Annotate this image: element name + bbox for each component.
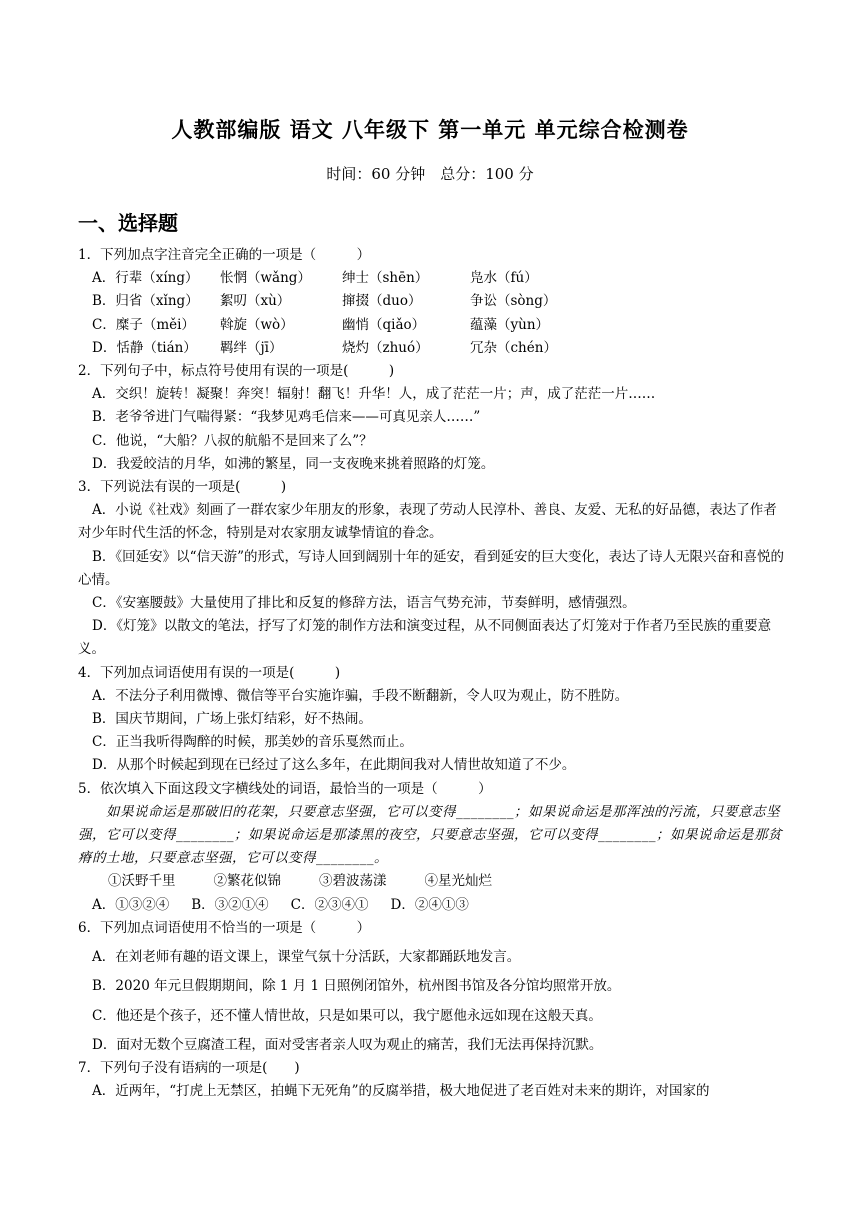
question-stem: 2．下列句子中，标点符号使用有误的一项是( ) <box>78 363 395 380</box>
option-item: C．糜子（měi） <box>92 316 195 333</box>
option-item: D．《灯笼》以散文的笔法，抒写了灯笼的制作方法和演变过程，从不同侧面表达了灯笼对于作者乃至民族的重要意义。 <box>78 618 772 658</box>
option-item: B．《回延安》以“信天游”的形式，写诗人回到阔别十年的延安，看到延安的巨大变化，表达了诗人无限兴奋和喜悦的心情。 <box>78 548 784 588</box>
option-item: C．他说，“大船？八叔的航船不是回来了么”？ <box>92 432 373 449</box>
passage-text: 如果说命运是那破旧的花架，只要意志坚强，它可以变得________；如果说命运是那浑浊的污流，只要意志坚强，它可以变得________；如果说命运是那漆黑的夜空，只要意志坚强，它可以变得________；如果说命运是那贫瘠的土地，只要意志坚强，它可以变得________。 <box>78 803 782 867</box>
answer-options <box>92 894 788 917</box>
term-item: ③碧波荡漾 <box>319 873 387 890</box>
option-item: D．面对无数个豆腐渣工程，面对受害者亲人叹为观止的痛苦，我们无法再保持沉默。 <box>92 1036 603 1053</box>
option-item: B．③②①④ <box>191 896 269 913</box>
pinyin-option-row <box>92 267 788 290</box>
term-item: ④星光灿烂 <box>424 873 492 890</box>
question-stem: 3．下列说法有误的一项是( ) <box>78 479 287 496</box>
option-item: A．行辈（xíng） <box>92 270 199 287</box>
question-stem: 5．依次填入下面这段文字横线处的词语，最恰当的一项是（ ） <box>78 780 492 797</box>
option-item: C．《安塞腰鼓》大量使用了排比和反复的修辞方法，语言气势充沛，节奏鲜明，感情强烈。 <box>92 595 636 612</box>
option-item: 凫水（fú） <box>470 270 538 287</box>
option-item: 冗杂（chén） <box>470 339 557 356</box>
option-item: C．②③④① <box>290 896 369 913</box>
option-item: B．归省（xǐng） <box>92 293 199 310</box>
option-item: A．近两年，“打虎上无禁区，拍蝇下无死角”的反腐举措，极大地促进了老百姓对未来的期许，对国家的 <box>92 1083 710 1100</box>
option-item: A．小说《社戏》刻画了一群农家少年朋友的形象，表现了劳动人民淳朴、善良、友爱、无私的好品德，表达了作者对少年时代生活的怀念，特别是对农家朋友诚挚情谊的眷念。 <box>78 502 777 542</box>
question-stem: 7．下列句子没有语病的一项是( ) <box>78 1059 300 1076</box>
option-item: B．国庆节期间，广场上张灯结彩，好不热闹。 <box>92 711 372 728</box>
option-item: A．①③②④ <box>92 896 170 913</box>
option-item: C．正当我听得陶醉的时候，那美妙的音乐戛然而止。 <box>92 734 413 751</box>
term-item: ②繁花似锦 <box>213 873 281 890</box>
option-item: 怅惘（wǎng） <box>220 270 311 287</box>
term-item: ①沃野千里 <box>108 873 176 890</box>
option-item: C．他还是个孩子，还不懂人情世故，只是如果可以，我宁愿他永远如现在这般天真。 <box>92 1007 602 1024</box>
option-item: 争讼（sòng） <box>470 293 557 310</box>
option-item: B．2020 年元旦假期期间，除 1 月 1 日照例闭馆外，杭州图书馆及各分馆均照常开放。 <box>92 978 621 995</box>
option-item: D．②④①③ <box>390 896 469 913</box>
term-list <box>108 870 788 893</box>
option-item: 烧灼（zhuó） <box>342 339 429 356</box>
option-item: A．交织！旋转！凝聚！奔突！辐射！翻飞！升华！人，成了茫茫一片；声，成了茫茫一片…… <box>92 386 656 403</box>
option-item: D．恬静（tián） <box>92 339 197 356</box>
page-title: 人教部编版 语文 八年级下 第一单元 单元综合检测卷 <box>171 117 689 142</box>
option-item: 絮叨（xù） <box>220 293 291 310</box>
exam-meta: 时间：60 分钟 总分：100 分 <box>326 165 534 183</box>
option-item: 蕴藻（yùn） <box>470 316 550 333</box>
option-item: 斡旋（wò） <box>220 316 294 333</box>
option-item: B．老爷爷进门气喘得紧：“我梦见鸡毛信来——可真见亲人……” <box>92 409 481 426</box>
question-list <box>78 244 788 1103</box>
section-heading: 一、选择题 <box>78 211 178 235</box>
option-item: 幽悄（qiǎo） <box>342 316 426 333</box>
pinyin-option-row <box>92 314 788 337</box>
option-item: A．在刘老师有趣的语文课上，课堂气氛十分活跃，大家都踊跃地发言。 <box>92 949 521 966</box>
option-item: 撺掇（duo） <box>342 293 422 310</box>
option-item: A．不法分子利用微博、微信等平台实施诈骗，手段不断翻新，令人叹为观止，防不胜防。 <box>92 687 629 704</box>
option-item: D．我爱皎洁的月华，如沸的繁星，同一支夜晚来挑着照路的灯笼。 <box>92 455 495 472</box>
question-stem: 4．下列加点词语使用有误的一项是( ) <box>78 664 341 681</box>
pinyin-option-row <box>92 290 788 313</box>
option-item: 羁绊（jī） <box>220 339 283 356</box>
pinyin-option-row <box>92 337 788 360</box>
option-item: 绅士（shēn） <box>342 270 429 287</box>
question-stem: 1．下列加点字注音完全正确的一项是（ ） <box>78 247 371 263</box>
option-item: D．从那个时候起到现在已经过了这么多年，在此期间我对人情世故知道了不少。 <box>92 757 576 774</box>
question-stem: 6．下列加点词语使用不恰当的一项是（ ） <box>78 919 371 936</box>
